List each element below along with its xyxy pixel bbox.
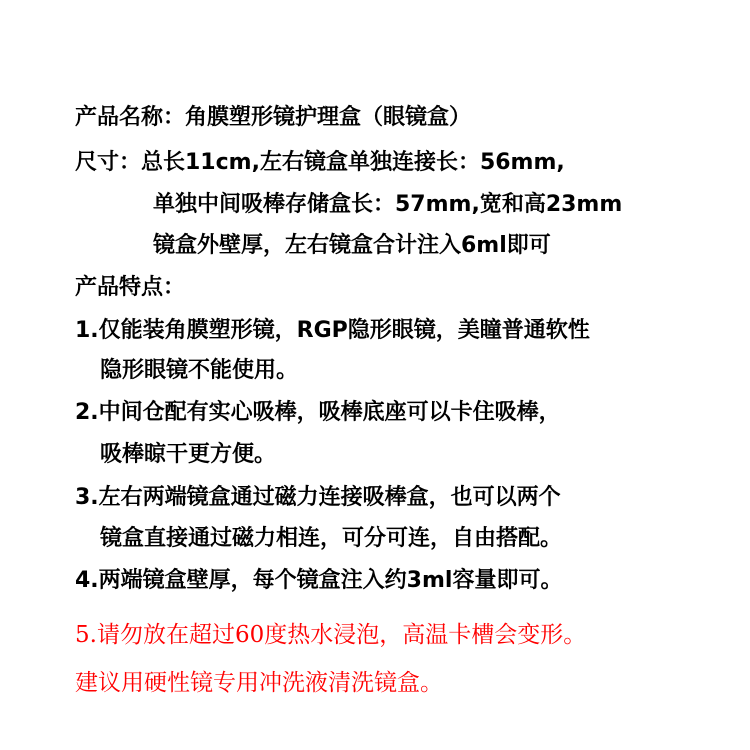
feature-3-line-2: 镜盒直接通过磁力相连，可分可连，自由搭配。 — [100, 526, 563, 551]
warning-line-1: 5.请勿放在超过60度热水浸泡，高温卡槽会变形。 — [75, 622, 587, 648]
feature-2-line-2: 吸棒晾干更方便。 — [100, 442, 277, 467]
feature-4-line: 4.两端镜盒壁厚，每个镜盒注入约3ml容量即可。 — [75, 568, 563, 593]
feature-2-line-1: 2.中间仓配有实心吸棒，吸棒底座可以卡住吸棒， — [75, 400, 561, 425]
product-name-line: 产品名称：角膜塑形镜护理盒（眼镜盒） — [75, 105, 472, 130]
feature-1-line-1: 1.仅能装角膜塑形镜，RGP隐形眼镜，美瞳普通软性 — [75, 318, 590, 343]
size-line-3: 镜盒外壁厚，左右镜盒合计注入6ml即可 — [153, 233, 551, 258]
feature-3-line-1: 3.左右两端镜盒通过磁力连接吸棒盒，也可以两个 — [75, 485, 561, 510]
warning-line-2: 建议用硬性镜专用冲洗液清洗镜盒。 — [75, 670, 443, 696]
features-heading: 产品特点： — [75, 275, 186, 300]
feature-1-line-2: 隐形眼镜不能使用。 — [100, 358, 299, 383]
size-line-2: 单独中间吸棒存储盒长：57mm,宽和高23mm — [153, 192, 623, 217]
size-line-1: 尺寸：总长11cm,左右镜盒单独连接长：56mm, — [75, 150, 565, 175]
